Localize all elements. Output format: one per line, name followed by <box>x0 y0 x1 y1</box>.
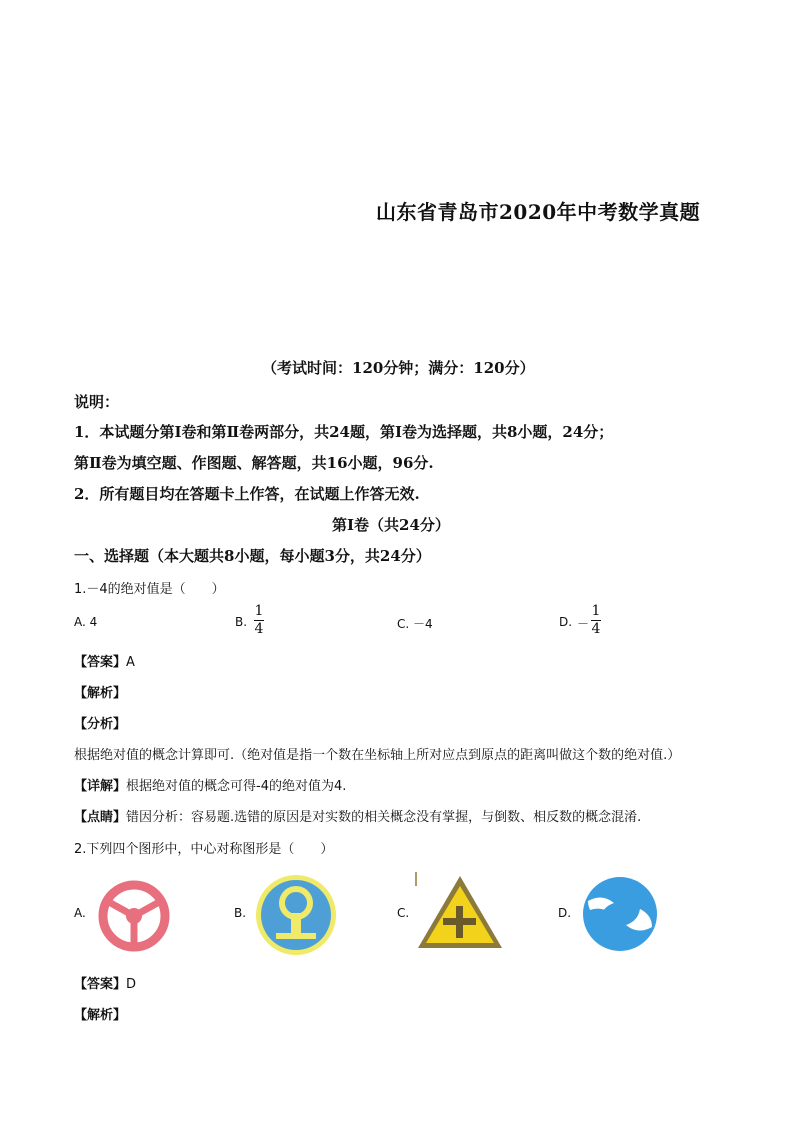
detail-text: 根据绝对值的概念可得-4的绝对值为4. <box>126 779 347 794</box>
answer-value: A <box>126 655 135 670</box>
question-1-stem: 1.－4的绝对值是（ ） <box>74 582 225 597</box>
notes-label: 说明： <box>74 393 120 411</box>
railway-logo-icon <box>254 873 338 957</box>
q1-option-d-fraction <box>591 604 601 637</box>
swirl-symbol-icon <box>580 875 660 953</box>
answer-tag: 【答案】 <box>74 977 127 992</box>
q2-analysis-tag: 【解析】 <box>74 1008 127 1023</box>
q1-option-a: A. 4 <box>74 615 98 629</box>
part-title: 一、选择题（本大题共8小题，每小题3分，共24分） <box>74 547 431 565</box>
question-2-stem: 2.下列四个图形中，中心对称图形是（ ） <box>74 842 334 857</box>
page-title: 山东省青岛市2020年中考数学真题 <box>376 200 701 224</box>
q2-option-b-label: B. <box>234 906 247 920</box>
fraction-denominator: 4 <box>254 621 264 637</box>
q1-option-b-fraction <box>254 604 264 637</box>
fraction-numerator: 1 <box>591 603 601 619</box>
q1-fenxi-tag: 【分析】 <box>74 717 127 732</box>
q1-fenxi-text: 根据绝对值的概念计算即可.（绝对值是指一个数在坐标轴上所对应点到原点的距离叫做这个数的绝对值.） <box>74 748 681 763</box>
note-2: 2．所有题目均在答题卡上作答，在试题上作答无效. <box>74 485 420 503</box>
note-1: 1．本试题分第Ⅰ卷和第Ⅱ卷两部分，共24题，第Ⅰ卷为选择题，共8小题，24分； <box>74 423 614 441</box>
point-tag: 【点睛】 <box>74 810 127 825</box>
q2-option-a-label: A. <box>74 906 86 920</box>
q1-option-c: C. －4 <box>397 617 433 631</box>
q2-option-d-label: D. <box>558 906 572 920</box>
q1-answer <box>74 651 135 670</box>
detail-tag: 【详解】 <box>74 779 127 794</box>
section-title: 第Ⅰ卷（共24分） <box>332 516 450 534</box>
q2-option-c-label: C. <box>397 906 410 920</box>
note-1-continued: 第Ⅱ卷为填空题、作图题、解答题，共16小题，96分. <box>74 454 434 472</box>
q1-option-d-sign: － <box>577 617 590 631</box>
fraction-numerator: 1 <box>254 603 264 619</box>
point-text: 错因分析：容易题.选错的原因是对实数的相关概念没有掌握，与倒数、相反数的概念混淆. <box>126 810 642 825</box>
q1-point <box>74 806 641 825</box>
answer-tag: 【答案】 <box>74 655 127 670</box>
steering-wheel-icon <box>95 877 173 955</box>
exam-info: （考试时间：120分钟；满分：120分） <box>262 359 535 377</box>
q1-option-b-label: B. <box>235 615 248 629</box>
answer-value: D <box>126 977 137 992</box>
q1-detail <box>74 775 346 794</box>
warning-triangle-icon <box>414 870 506 952</box>
q1-analysis-tag: 【解析】 <box>74 686 127 701</box>
q1-option-d-label: D. <box>559 615 573 629</box>
fraction-denominator: 4 <box>591 621 601 637</box>
q2-answer <box>74 973 136 992</box>
